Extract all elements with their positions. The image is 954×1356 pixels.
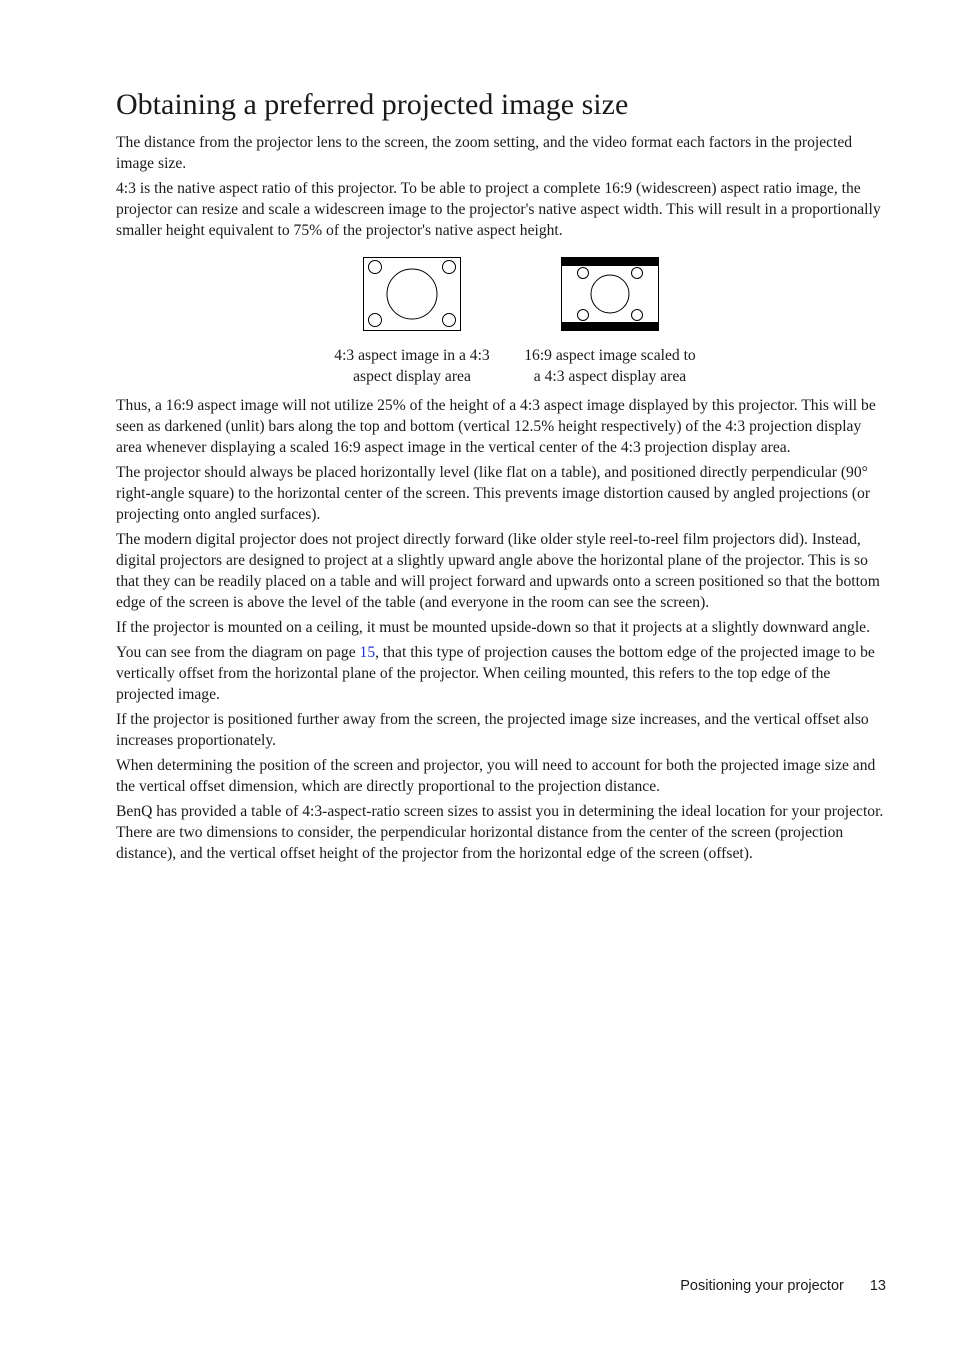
aspect-16-9-diagram [561, 257, 659, 331]
paragraph-intro: The distance from the projector lens to the screen, the zoom setting, and the video format each factors in the projected image size. [116, 134, 853, 172]
figure-16-9-caption: 16:9 aspect image scaled to a 4:3 aspect display area [524, 347, 696, 385]
paragraph-native-aspect: 4:3 is the native aspect ratio of this projector. To be able to project a complete 16:9 (widescreen) aspect ratio image, the projector can resize and scale a widescreen image to the projector's native aspect width. This will result in a proportionally smaller height equivalent to 75% of the projector's native aspect height. [116, 180, 881, 239]
figure-16-9 [522, 257, 698, 387]
page-15-link[interactable]: 15 [359, 644, 376, 661]
aspect-4-3-diagram [363, 257, 461, 331]
footer-section-title: Positioning your projector [680, 1278, 844, 1294]
paragraph-screen-size-table: BenQ has provided a table of 4:3-aspect-ratio screen sizes to assist you in determining the ideal location for your projector. There are two dimensions to consider, the perpendicular horizontal distance from the center of the screen (projection distance), and the vertical offset height of the projector from the horizontal edge of the screen (offset). [116, 803, 884, 862]
paragraph-ceiling-mount: If the projector is mounted on a ceiling, it must be mounted upside-down so that it projects at a slightly downward angle. [116, 619, 870, 636]
paragraph-upward-angle: The modern digital projector does not project directly forward (like older style reel-to-reel film projectors did). Instead, digital projectors are designed to project at a slightly upward angle above the horizontal plane of the projector. This is so that they can be readily placed on a table and will project forward and upwards onto a screen positioned so that the bottom edge of the screen is above the level of the table (and everyone in the room can see the screen). [116, 531, 880, 611]
paragraph-distance-increase: If the projector is positioned further away from the screen, the projected image size increases, and the vertical offset also increases proportionately. [116, 711, 869, 749]
paragraph-position-account: When determining the position of the screen and projector, you will need to account for both the projected image size and the vertical offset dimension, which are directly proportional to the projection distance. [116, 757, 876, 795]
page-number: 13 [869, 1278, 886, 1294]
page-title: Obtaining a preferred projected image size [116, 88, 629, 121]
page-footer [680, 1278, 886, 1294]
figure-4-3 [324, 257, 500, 387]
paragraph-level-placement: The projector should always be placed horizontally level (like flat on a table), and positioned directly perpendicular (90° right-angle square) to the horizontal center of the screen. This prevents image distortion caused by angled projections (or projecting onto angled surfaces). [116, 464, 871, 523]
aspect-figures [116, 257, 886, 387]
paragraph-vertical-offset: You can see from the diagram on page 15, that this type of projection causes the bottom edge of the projected image to be vertically offset from the horizontal plane of the projector. When ceiling mounted, this refers to the top edge of the projected image. [116, 644, 875, 703]
page-content [116, 86, 886, 868]
paragraph-darkened-bars: Thus, a 16:9 aspect image will not utilize 25% of the height of a 4:3 aspect image displayed by this projector. This will be seen as darkened (unlit) bars along the top and bottom (vertical 12.5% height respectively) of the 4:3 projection display area whenever displaying a scaled 16:9 aspect image in the vertical center of the 4:3 projection display area. [116, 397, 876, 456]
figure-4-3-caption: 4:3 aspect image in a 4:3 aspect display area [334, 347, 490, 385]
